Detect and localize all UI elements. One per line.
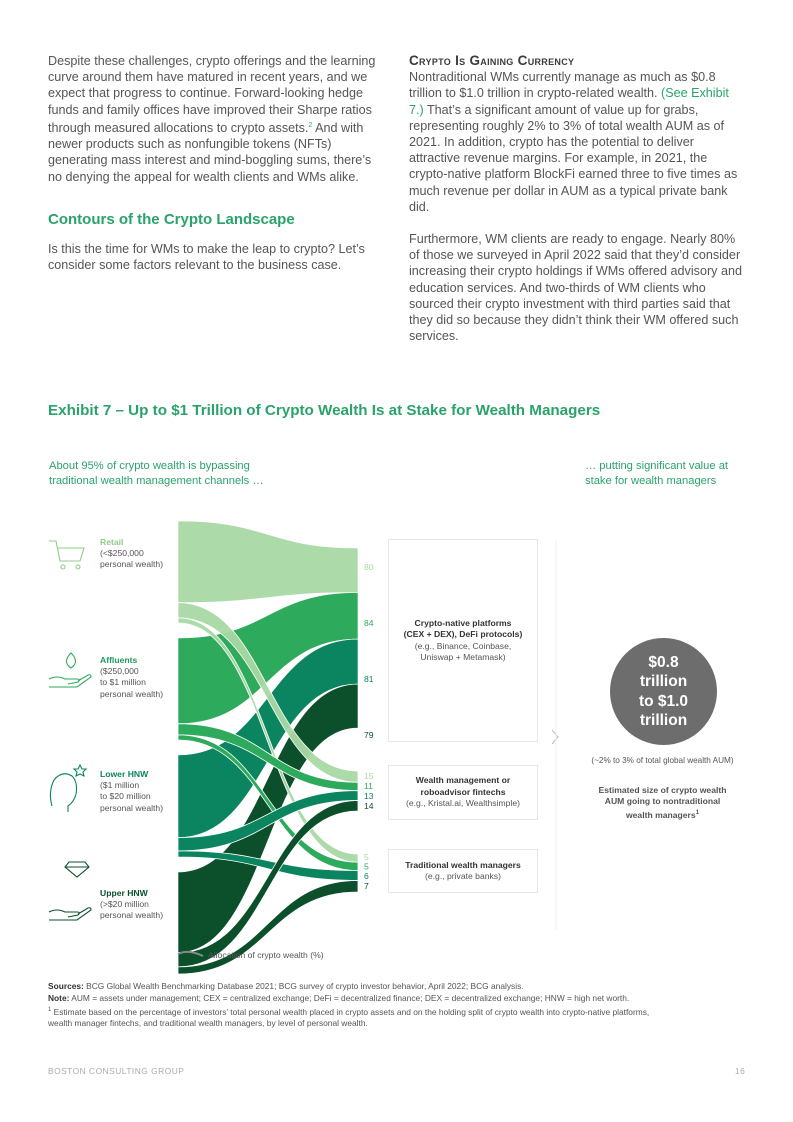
value-label-affluents-target-3: 5: [364, 861, 369, 872]
value-label-retail-target-3: 5: [364, 852, 369, 862]
value-label-upper-hnw-target-2: 14: [364, 801, 374, 811]
destination-crypto-native: Crypto-native platforms (CEX + DEX), DeFi protocols) (e.g., Binance, Coinbase, Uniswap + Metamask): [388, 539, 538, 742]
estimate-caption: Estimated size of crypto wealth AUM going to nontraditional wealth managers$^1$: [598, 785, 727, 820]
right-paragraph-2: Furthermore, WM clients are ready to engage. Nearly 80% of those we surveyed in April 2022 said that they’d consider increasing their crypto holdings if WMs offered advisory and education services. And two-thirds of WM clients who sourced their crypto investment with third parties said that they did so because they didn’t think their WM offered such services.: [409, 232, 742, 344]
left-subtitle: About 95% of crypto wealth is bypassing traditional wealth management channels …: [49, 460, 264, 487]
diamond-hand-icon: [49, 862, 91, 920]
exhibit-title: Exhibit 7 – Up to $1 Trillion of Crypto Wealth Is at Stake for Wealth Managers: [48, 402, 601, 419]
legend-label: Allocation of crypto wealth (%): [208, 950, 324, 960]
flow-retail-to-target-1: [178, 521, 358, 603]
value-label-retail-target-1: 80: [364, 562, 374, 572]
left-paragraph-1: Despite these challenges, crypto offerings and the learning curve around them have matured in recent years, and we expect that progress to continue. Forward-looking hedge funds and family offices have improved their Sharpe ratios through measured allocations to crypto assets.$^2$ And with newer products such as nonfungible tokens (NFTs) generating mass interest and mind-boggling sums, there’s no denying the appeal for wealth clients and WMs alike.: [48, 54, 376, 184]
value-label-upper-hnw-target-3: 7: [364, 880, 369, 891]
right-paragraph-1: Nontraditional WMs currently manage as much as $0.8 trillion to $1.0 trillion in crypto-related wealth. (See Exhibit 7.) That’s a significant amount of value up for grabs, representing roughly 2% to 3% of total wealth AUM as of 2021. In addition, crypto has the potential to deliver attractive revenue margins. For example, in 2021, the crypto-native platform BlockFi earned three to five times as much revenue per dollar in AUM as a typical private bank did.: [409, 70, 738, 214]
value-circle: $0.8 trillion to $1.0 trillion: [610, 638, 717, 745]
value-label-lower-hnw-target-3: 6: [364, 871, 369, 882]
person-star-icon: [50, 765, 86, 812]
destination-traditional: Traditional wealth managers (e.g., private banks): [388, 849, 538, 893]
shopping-cart-icon: [49, 541, 84, 569]
value-label-upper-hnw-target-1: 79: [364, 730, 374, 740]
segment-affluents-label: Affluents ($250,000 to $1 million personal wealth): [100, 655, 164, 699]
section-kicker: Crypto Is Gaining Currency: [409, 53, 575, 68]
value-label-affluents-target-2: 11: [364, 781, 373, 791]
left-paragraph-2: Is this the time for WMs to make the leap to crypto? Let’s consider some factors relevant to the business case.: [48, 242, 365, 273]
segment-retail-label: Retail (<$250,000 personal wealth): [100, 537, 164, 570]
circle-note: (~2% to 3% of total global wealth AUM): [591, 756, 734, 765]
page-number: 16: [735, 1066, 746, 1076]
chevron-right-icon: [552, 730, 558, 744]
value-label-affluents-target-1: 84: [364, 618, 374, 628]
value-label-retail-target-2: 15: [364, 771, 374, 781]
source-notes: Sources: BCG Global Wealth Benchmarking Database 2021; BCG survey of crypto investor behavior, April 2022; BCG analysis. Note: AUM = assets under management; CEX = centralized exchange; DeFi = decentralized finance; DEX = decentralized exchange; HNW = high net worth. $^1$ Estimate based on the percentage of investors’ total personal wealth placed in crypto assets and on the holding split of crypto wealth into crypto-native platforms, wealth manager fintechs, and traditional wealth managers, by level of personal wealth.: [48, 981, 650, 1029]
segment-lower-hnw-label: Lower HNW ($1 million to $20 million personal wealth): [100, 769, 164, 813]
footer-brand: BOSTON CONSULTING GROUP: [48, 1066, 185, 1076]
value-label-lower-hnw-target-2: 13: [364, 791, 374, 801]
destination-fintechs: Wealth management or roboadvisor fintechs (e.g., Kristal.ai, Wealthsimple): [388, 765, 538, 820]
right-subtitle: … putting significant value at stake for wealth managers: [585, 460, 729, 487]
segment-upper-hnw-label: Upper HNW (>$20 million personal wealth): [100, 888, 164, 921]
money-bag-hand-icon: [49, 653, 91, 687]
exhibit-link[interactable]: (See Exhibit 7.): [409, 86, 729, 117]
value-label-lower-hnw-target-1: 81: [364, 674, 374, 684]
section-heading: Contours of the Crypto Landscape: [48, 210, 295, 228]
